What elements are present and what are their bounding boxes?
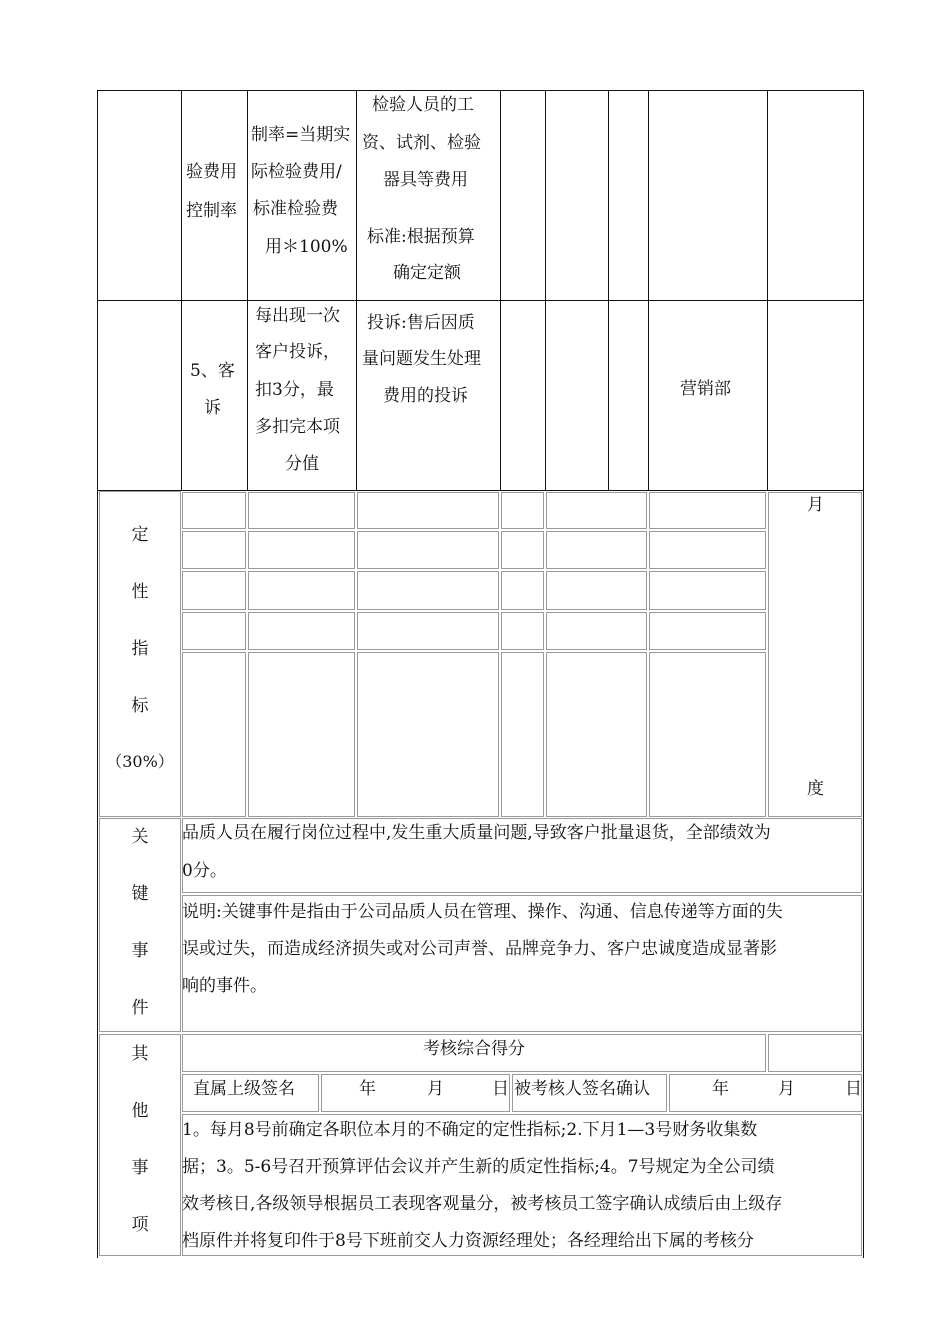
key-events-note-line: 说明:关键事件是指由于公司品质人员在管理、操作、沟通、信息传递等方面的失	[182, 902, 783, 922]
key-events-rule-line: 品质人员在履行岗位过程中,发生重大质量问题,导致客户批量退货，全部绩效为	[182, 823, 771, 843]
qualitative-cell	[357, 612, 499, 650]
qualitative-cell	[182, 652, 246, 817]
complaint-desc-line: 量问题发生处理	[362, 349, 481, 369]
complaint-formula-line: 每出现一次	[255, 306, 340, 326]
total-score-value-cell[interactable]	[768, 1034, 862, 1072]
supervisor-date-month: 月	[427, 1079, 444, 1099]
qualitative-label-char: 标	[131, 696, 149, 716]
qualitative-cell	[501, 492, 544, 529]
month-degree-cell	[768, 492, 862, 817]
qualitative-cell	[546, 612, 647, 650]
complaint-name-line: 5、客	[190, 361, 235, 381]
employee-date-day: 日	[845, 1079, 862, 1099]
qualitative-cell	[501, 652, 544, 817]
qualitative-cell	[248, 652, 355, 817]
cost-rate-formula-line: 制率=当期实	[251, 125, 351, 145]
qualitative-cell	[649, 612, 766, 650]
employee-sign-date-cell[interactable]	[669, 1074, 862, 1112]
other-notes-line: 1。每月8号前确定各职位本月的不确定的定性指标;2.下月1—3号财务收集数	[182, 1120, 758, 1140]
other-label-char: 他	[131, 1101, 149, 1121]
complaint-formula-line: 扣3分，最	[255, 380, 334, 400]
qualitative-cell	[649, 652, 766, 817]
month-char: 月	[807, 495, 824, 515]
key-events-note-line: 响的事件。	[182, 976, 267, 996]
key-events-label-char: 键	[131, 884, 149, 904]
qualitative-cell	[649, 571, 766, 610]
qualitative-cell	[248, 531, 355, 569]
cost-rate-desc-line: 器具等费用	[383, 170, 468, 190]
qualitative-cell	[546, 531, 647, 569]
other-notes-line: 档原件并将复印件于8号下班前交人力资源经理处；各经理给出下属的考核分	[182, 1231, 754, 1251]
complaint-desc-line: 投诉:售后因质	[367, 313, 475, 333]
key-events-label-char: 事	[131, 941, 149, 961]
cost-rate-formula-line: 用＊100%	[265, 237, 348, 257]
qualitative-cell	[248, 612, 355, 650]
complaint-formula-line: 多扣完本项	[255, 417, 340, 437]
other-notes-line: 效考核日,各级领导根据员工表现客观量分，被考核员工签字确认成绩后由上级存	[182, 1194, 783, 1214]
complaint-desc-line: 费用的投诉	[383, 386, 468, 406]
qualitative-cell	[501, 531, 544, 569]
cost-rate-name-line: 控制率	[186, 201, 237, 221]
cost-rate-desc-line: 资、试剂、检验	[362, 133, 481, 153]
qualitative-cell	[182, 531, 246, 569]
key-events-rule-line: 0分。	[182, 861, 227, 881]
qualitative-cell	[182, 571, 246, 610]
cost-rate-name-line: 验费用	[186, 162, 237, 182]
qualitative-label-char: 指	[131, 639, 149, 659]
qualitative-cell	[546, 652, 647, 817]
other-label-char: 事	[131, 1158, 149, 1178]
key-events-note-line: 误或过失，而造成经济损失或对公司声誉、品牌竞争力、客户忠诚度造成显著影	[182, 939, 777, 959]
qualitative-cell	[501, 612, 544, 650]
employee-sign-label: 被考核人签名确认	[514, 1079, 650, 1099]
complaint-dept: 营销部	[680, 379, 731, 399]
supervisor-date-year: 年	[359, 1079, 376, 1099]
qualitative-cell	[357, 571, 499, 610]
employee-date-month: 月	[778, 1079, 795, 1099]
qualitative-cell	[357, 652, 499, 817]
other-label-char: 其	[131, 1044, 149, 1064]
qualitative-cell	[649, 531, 766, 569]
qualitative-cell	[182, 492, 246, 529]
key-events-label-char: 件	[131, 998, 149, 1018]
qualitative-cell	[357, 531, 499, 569]
qualitative-cell	[248, 492, 355, 529]
complaint-formula-line: 分值	[285, 454, 319, 474]
degree-char: 度	[807, 779, 824, 799]
cost-rate-formula-line: 际检验费用/	[251, 162, 342, 182]
supervisor-sign-date-cell[interactable]	[321, 1074, 510, 1112]
qualitative-weight: （30%）	[106, 752, 174, 771]
employee-date-year: 年	[712, 1079, 729, 1099]
cost-rate-standard-line: 确定定额	[393, 263, 461, 283]
other-label-char: 项	[131, 1215, 149, 1235]
cost-rate-formula-line: 标准检验费	[253, 199, 338, 219]
total-score-label: 考核综合得分	[423, 1039, 525, 1059]
qualitative-cell	[182, 612, 246, 650]
supervisor-sign-label: 直属上级签名	[193, 1079, 295, 1099]
cost-rate-standard-line: 标准:根据预算	[367, 227, 475, 247]
complaint-name-line: 诉	[204, 398, 221, 418]
qualitative-cell	[501, 571, 544, 610]
other-notes-line: 据；3。5-6号召开预算评估会议并产生新的质定性指标;4。7号规定为全公司绩	[182, 1157, 775, 1177]
qualitative-label-char: 定	[131, 525, 149, 545]
key-events-label-char: 关	[131, 827, 149, 847]
qualitative-cell	[546, 492, 647, 529]
qualitative-cell	[649, 492, 766, 529]
qualitative-cell	[357, 492, 499, 529]
complaint-formula-line: 客户投诉，	[255, 342, 340, 362]
qualitative-cell	[248, 571, 355, 610]
qualitative-cell	[546, 571, 647, 610]
cost-rate-desc-line: 检验人员的工	[372, 95, 474, 115]
qualitative-label-char: 性	[131, 582, 149, 602]
supervisor-date-day: 日	[492, 1079, 509, 1099]
